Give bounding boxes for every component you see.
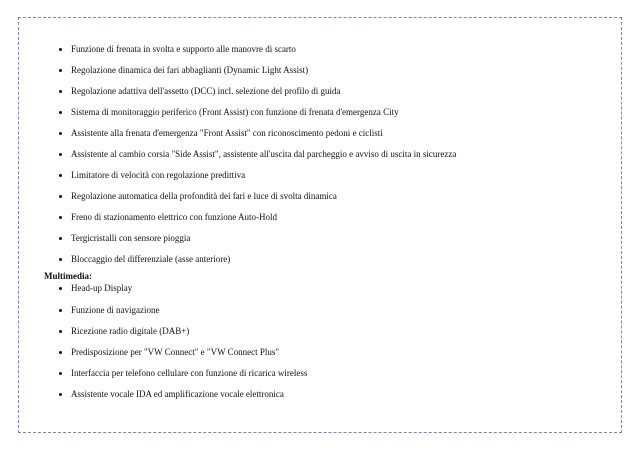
list-item-text: Interfaccia per telefono cellulare con funzione di ricarica wireless xyxy=(71,368,308,378)
list-item-text: Assistente vocale IDA ed amplificazione vocale elettronica xyxy=(71,389,284,399)
list-item xyxy=(71,212,277,223)
list-item xyxy=(71,191,337,202)
bullet xyxy=(59,351,62,354)
list-item-text: Bloccaggio del differenziale (asse anteriore) xyxy=(71,254,231,264)
list-item xyxy=(71,368,307,379)
list-item-text: Sistema di monitoraggio periferico (Front Assist) con funzione di frenata d'emergenza City xyxy=(71,107,399,117)
bullet xyxy=(59,69,62,72)
list-item xyxy=(71,170,245,181)
list-item-text: Funzione di frenata in svolta e supporto alle manovre di scarto xyxy=(71,44,296,54)
bullet xyxy=(59,287,62,290)
list-item-text: Assistente alla frenata d'emergenza "Front Assist" con riconoscimento pedoni e ciclisti xyxy=(71,128,383,138)
list-item-text: Tergicristalli con sensore pioggia xyxy=(71,233,191,243)
list-item xyxy=(71,283,132,294)
list-item xyxy=(71,44,296,55)
bullet xyxy=(59,48,62,51)
list-item-text: Assistente al cambio corsia "Side Assist", assistente all'uscita dal parcheggio e avviso di uscita in sicurezza xyxy=(71,149,457,159)
list-item-text: Ricezione radio digitale (DAB+) xyxy=(71,326,190,336)
list-item xyxy=(71,86,341,97)
bullet xyxy=(59,90,62,93)
list-item xyxy=(71,305,159,316)
list-item-text: Regolazione dinamica dei fari abbaglianti (Dynamic Light Assist) xyxy=(71,65,309,75)
bullet xyxy=(59,393,62,396)
document-page xyxy=(18,17,622,433)
bullet xyxy=(59,258,62,261)
bullet xyxy=(59,153,62,156)
bullet xyxy=(59,195,62,198)
list-item xyxy=(71,149,456,160)
list-item-text: Predisposizione per "VW Connect" e "VW Connect Plus" xyxy=(71,347,280,357)
list-item-text: Regolazione adattiva dell'assetto (DCC) incl. selezione del profilo di guida xyxy=(71,86,341,96)
bullet xyxy=(59,132,62,135)
list-item xyxy=(71,107,399,118)
list-item-text: Funzione di navigazione xyxy=(71,305,160,315)
bullet xyxy=(59,330,62,333)
section-heading-multimedia: Multimedia: xyxy=(44,271,92,281)
list-item xyxy=(71,254,230,265)
list-item-text: Freno di stazionamento elettrico con funzione Auto-Hold xyxy=(71,212,277,222)
list-item-text: Head-up Display xyxy=(71,283,133,293)
list-item xyxy=(71,347,279,358)
bullet xyxy=(59,111,62,114)
list-item xyxy=(71,65,308,76)
bullet xyxy=(59,309,62,312)
list-item xyxy=(71,233,190,244)
list-item xyxy=(71,326,189,337)
bullet xyxy=(59,216,62,219)
bullet xyxy=(59,237,62,240)
bullet xyxy=(59,372,62,375)
list-item xyxy=(71,389,284,400)
list-item xyxy=(71,128,383,139)
list-item-text: Regolazione automatica della profondità dei fari e luce di svolta dinamica xyxy=(71,191,337,201)
list-item-text: Limitatore di velocità con regolazione predittiva xyxy=(71,170,246,180)
bullet xyxy=(59,174,62,177)
